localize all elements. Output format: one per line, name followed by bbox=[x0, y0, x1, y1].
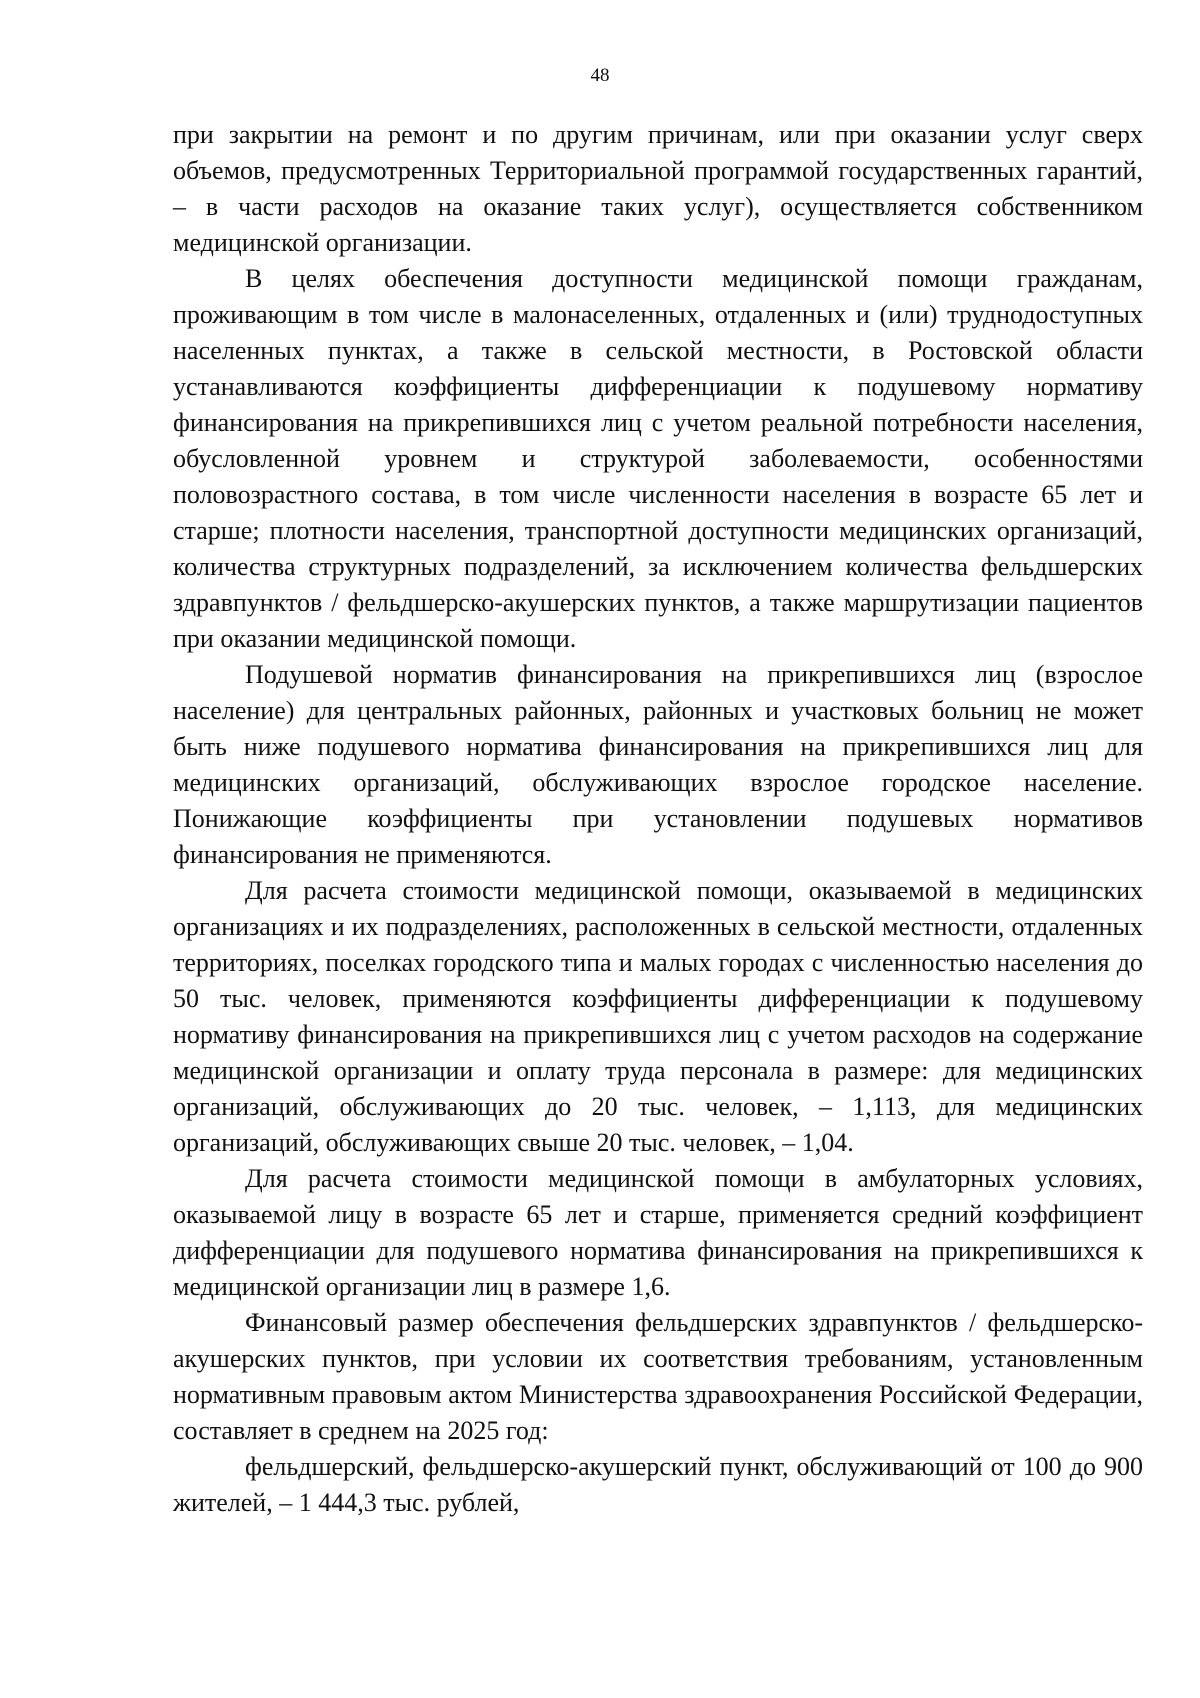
paragraph-feldsher-funding: Финансовый размер обеспечения фельдшерских здравпунктов / фельдшерско-акушерских пунктов, при условии их соответствия требованиям, установленным нормативным правовым актом Министерства здравоохранения Российской Федерации, составляет в среднем на 2025 год: bbox=[173, 1308, 1143, 1445]
paragraph-elderly-coefficient: Для расчета стоимости медицинской помощи в амбулаторных условиях, оказываемой лицу в возрасте 65 лет и старше, применяется средний коэффициент дифференциации для подушевого норматива финансирования на прикрепившихся к медицинской организации лиц в размере 1,6. bbox=[173, 1164, 1143, 1301]
paragraph-accessibility-coefficients: В целях обеспечения доступности медицинской помощи гражданам, проживающим в том числе в малонаселенных, отдаленных и (или) труднодоступных населенных пунктах, а также в сельской местности, в Ростовской области устанавливаются коэффициенты дифференциации к подушевому нормативу финансирования на прикрепившихся лиц с учетом реальной потребности населения, обусловленной уровнем и структурой заболеваемости, особенностями половозрастного состава, в том числе численности населения в возрасте 65 лет и старше; плотности населения, транспортной доступности медицинских организаций, количества структурных подразделений, за исключением количества фельдшерских здравпунктов / фельдшерско-акушерских пунктов, а также маршрутизации пациентов при оказании медицинской помощи. bbox=[173, 264, 1143, 653]
document-body bbox=[173, 117, 1143, 1521]
paragraph-rural-coefficients: Для расчета стоимости медицинской помощи, оказываемой в медицинских организациях и их подразделениях, расположенных в сельской местности, отдаленных территориях, поселках городского типа и малых городах с численностью населения до 50 тыс. человек, применяются коэффициенты дифференциации к подушевому нормативу финансирования на прикрепившихся лиц с учетом расходов на содержание медицинской организации и оплату труда персонала в размере: для медицинских организаций, обслуживающих до 20 тыс. человек, – 1,113, для медицинских организаций, обслуживающих свыше 20 тыс. человек, – 1,04. bbox=[173, 876, 1143, 1157]
paragraph-continuation: при закрытии на ремонт и по другим причинам, или при оказании услуг сверх объемов, предусмотренных Территориальной программой государственных гарантий, – в части расходов на оказание таких услуг), осуществляется собственником медицинской организации. bbox=[173, 120, 1143, 257]
paragraph-per-capita-standard: Подушевой норматив финансирования на прикрепившихся лиц (взрослое население) для центральных районных, районных и участковых больниц не может быть ниже подушевого норматива финансирования на прикрепившихся лиц для медицинских организаций, обслуживающих взрослое городское население. Понижающие коэффициенты при установлении подушевых нормативов финансирования не применяются. bbox=[173, 660, 1143, 869]
paragraph-feldsher-100-900: фельдшерский, фельдшерско-акушерский пункт, обслуживающий от 100 до 900 жителей, – 1 444,3 тыс. рублей, bbox=[173, 1452, 1143, 1517]
page-number: 48 bbox=[590, 65, 610, 86]
